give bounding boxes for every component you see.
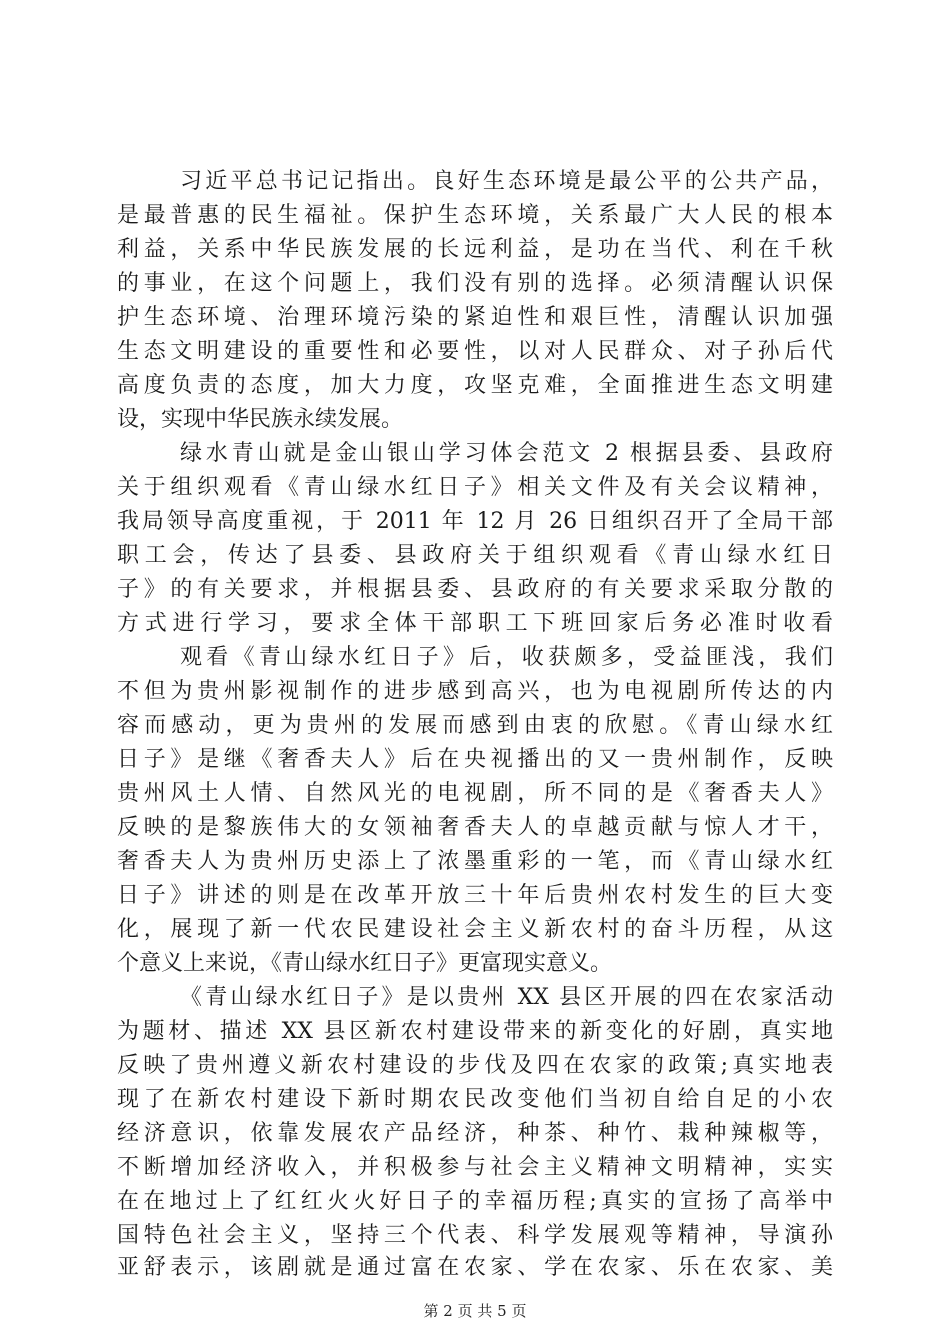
text-line: 护生态环境、治理环境污染的紧迫性和艰巨性，清醒认识加强 [117,305,833,330]
text-line: 习近平总书记记指出。良好生态环境是最公平的公共产品， [180,169,833,194]
page-number-footer: 第 2 页 共 5 页 [423,1302,527,1320]
text-line: 容而感动，更为贵州的发展而感到由衷的欣慰。《青山绿水红 [117,713,833,738]
text-line: 的事业，在这个问题上，我们没有别的选择。必须清醒认识保 [117,271,833,296]
text-line: 方式进行学习，要求全体干部职工下班回家后务必准时收看 [117,611,833,636]
text-line: 是最普惠的民生福祉。保护生态环境，关系最广大人民的根本 [117,203,833,228]
text-line: 不断增加经济收入，并积极参与社会主义精神文明精神，实实 [117,1155,833,1180]
text-line: 利益，关系中华民族发展的长远利益，是功在当代、利在千秋 [117,237,833,262]
text-line: 现了在新农村建设下新时期农民改变他们当初自给自足的小农 [117,1087,833,1112]
text-line: 反映了贵州遵义新农村建设的步伐及四在农家的政策;真实地表 [117,1053,833,1078]
text-line: 设，实现中华民族永续发展。 [117,407,404,432]
text-line: 亚舒表示，该剧就是通过富在农家、学在农家、乐在农家、美 [117,1255,833,1280]
text-line: 生态文明建设的重要性和必要性，以对人民群众、对子孙后代 [117,339,833,364]
text-line: 高度负责的态度，加大力度，攻坚克难，全面推进生态文明建 [117,373,833,398]
text-line: 日子》讲述的则是在改革开放三十年后贵州农村发生的巨大变 [117,883,833,908]
text-line: 反映的是黎族伟大的女领袖奢香夫人的卓越贡献与惊人才干， [117,815,833,840]
text-line: 个意义上来说，《青山绿水红日子》更富现实意义。 [117,951,613,976]
text-line: 不但为贵州影视制作的进步感到高兴，也为电视剧所传达的内 [117,679,833,704]
text-line: 我局领导高度重视，于 2011 年 12 月 26 日组织召开了全局干部 [117,509,833,534]
text-line: 关于组织观看《青山绿水红日子》相关文件及有关会议精神， [117,475,833,500]
text-line: 化，展现了新一代农民建设社会主义新农村的奋斗历程，从这 [117,917,833,942]
text-line: 职工会，传达了县委、县政府关于组织观看《青山绿水红日 [117,543,833,568]
text-line: 绿水青山就是金山银山学习体会范文 2 根据县委、县政府 [180,441,833,466]
text-line: 《青山绿水红日子》是以贵州 XX 县区开展的四在农家活动 [180,985,833,1010]
text-line: 日子》是继《奢香夫人》后在央视播出的又一贵州制作，反映 [117,747,833,772]
text-line: 为题材、描述 XX 县区新农村建设带来的新变化的好剧，真实地 [117,1019,833,1044]
text-line: 贵州风土人情、自然风光的电视剧，所不同的是《奢香夫人》 [117,781,833,806]
text-line: 奢香夫人为贵州历史添上了浓墨重彩的一笔，而《青山绿水红 [117,849,833,874]
text-line: 在在地过上了红红火火好日子的幸福历程;真实的宣扬了高举中 [117,1189,833,1214]
text-line: 经济意识，依靠发展农产品经济，种茶、种竹、栽种辣椒等， [117,1121,833,1146]
text-line: 观看《青山绿水红日子》后，收获颇多，受益匪浅，我们 [180,645,833,670]
text-line: 子》的有关要求，并根据县委、县政府的有关要求采取分散的 [117,577,833,602]
text-line: 国特色社会主义，坚持三个代表、科学发展观等精神，导演孙 [117,1223,833,1248]
